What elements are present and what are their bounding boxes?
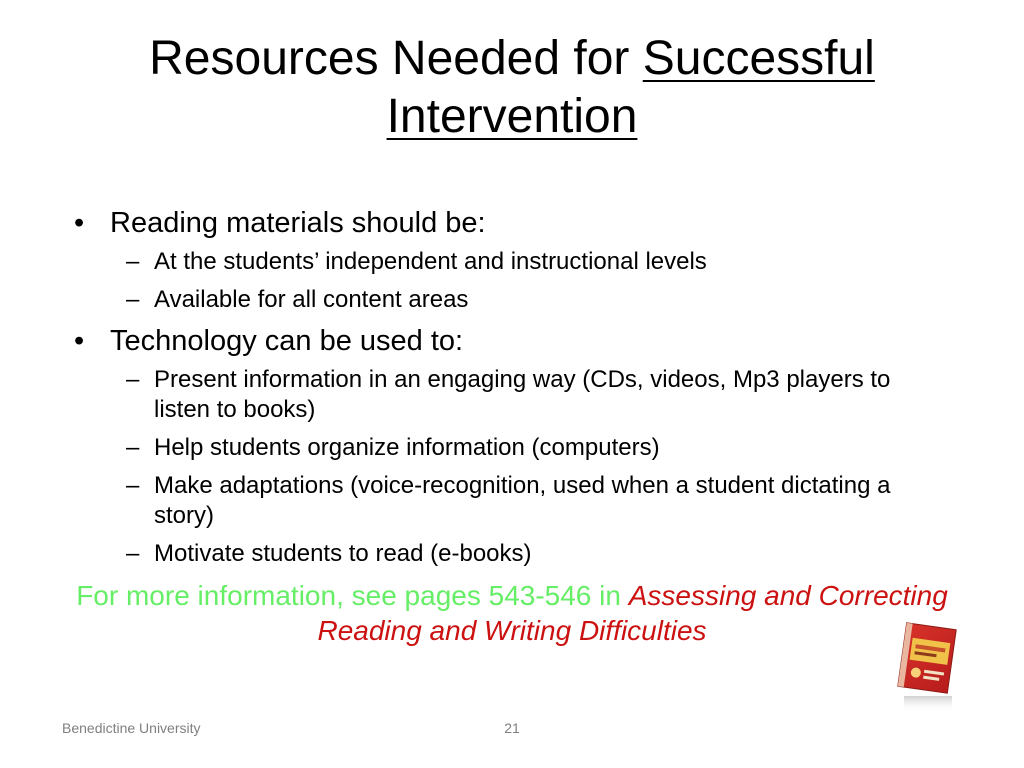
footer-organization: Benedictine University [62,720,201,736]
bullet-list [70,205,950,577]
bullet-item [70,323,950,359]
sub-bullet-text: At the students’ independent and instructional levels [154,248,707,275]
bullet-text: Technology can be used to: [110,325,464,357]
dash-icon: – [126,286,140,313]
title-underlined-intervention: Intervention [386,90,638,143]
book-icon [896,622,958,714]
dash-icon: – [126,472,140,499]
sub-bullet-item [70,539,950,569]
dash-icon: – [126,434,140,461]
book-title-text: Assessing and Correcting Reading and Writing Difficulties [317,580,948,646]
sub-bullet-item [70,285,950,315]
sub-bullet-text: Make adaptations (voice-recognition, used when a student dictating a story) [154,472,891,529]
dash-icon: – [126,540,140,567]
sub-bullet-text: Help students organize information (computers) [154,434,660,461]
sub-bullet-text: Available for all content areas [154,286,469,313]
bullet-text: Reading materials should be: [110,207,486,239]
sub-bullet-text: Motivate students to read (e-books) [154,540,532,567]
slide-title [60,30,964,146]
bullet-item [70,205,950,241]
sub-bullet-item [70,365,950,425]
more-info-text: For more information, see pages 543-546 in [76,580,629,611]
more-info-note [70,578,954,648]
sub-bullet-item [70,471,950,531]
sub-bullet-item [70,247,950,277]
page-number: 21 [504,720,520,736]
sub-bullet-item [70,433,950,463]
bullet-dot-icon: • [74,325,85,357]
bullet-dot-icon: • [74,207,85,239]
sub-bullet-text: Present information in an engaging way (CDs, videos, Mp3 players to listen to books) [154,366,891,423]
title-text: Resources Needed for [149,32,643,85]
dash-icon: – [126,366,140,393]
dash-icon: – [126,248,140,275]
title-underlined-successful: Successful [642,32,875,85]
